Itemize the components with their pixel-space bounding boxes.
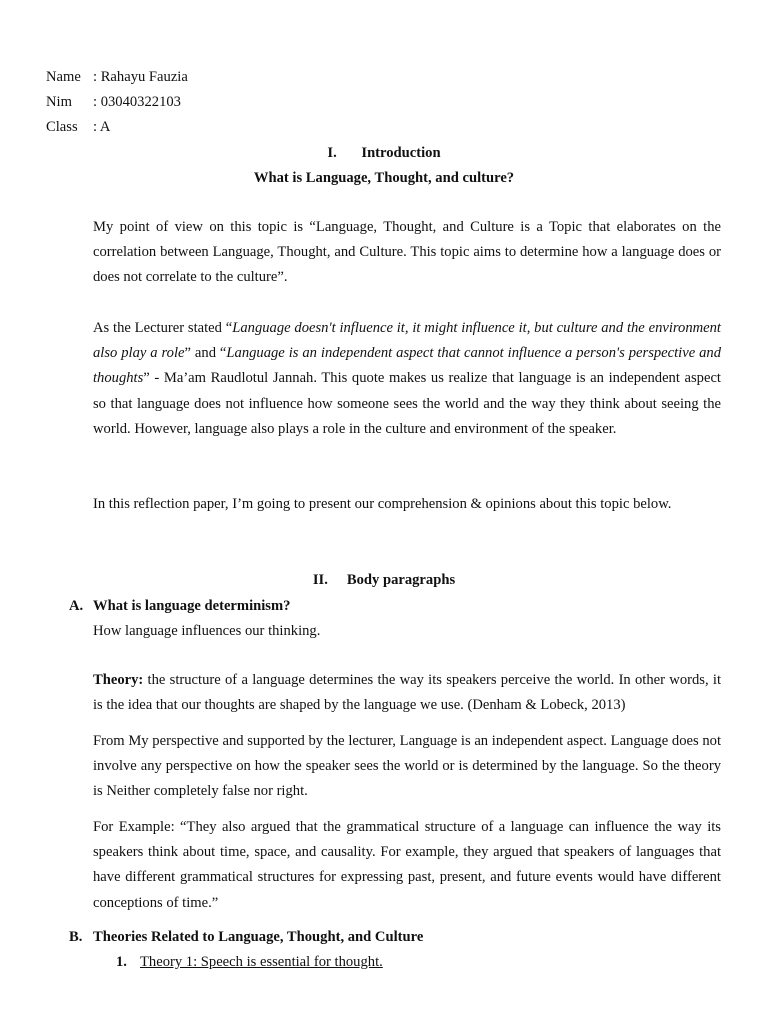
nim-label: Nim <box>46 94 72 110</box>
body-heading <box>0 571 768 589</box>
section-b-letter: B. <box>69 929 83 945</box>
nim-value: : 03040322103 <box>93 94 181 110</box>
theory-paragraph <box>93 668 721 718</box>
p2-quote-2: Language is an independent aspect that cannot influence a person's perspective and thoughts <box>93 345 722 387</box>
section-a-subtitle: How language influences our thinking. <box>93 623 321 639</box>
theory-text: the structure of a language determines the way its speakers perceive the world. In other words, it is the idea that our thoughts are shaped by the language we use. (Denham & Lobeck, 2013) <box>93 672 721 714</box>
intro-heading <box>0 144 768 162</box>
section-a-letter: A. <box>69 598 84 614</box>
section-b-title: Theories Related to Language, Thought, and Culture <box>93 929 424 945</box>
intro-question: What is Language, Thought, and culture? <box>253 170 515 186</box>
class-label: Class <box>46 119 78 135</box>
intro-paragraph-3: In this reflection paper, I’m going to present our comprehension & opinions about this topic below. <box>93 496 672 512</box>
p2-mid: ” and “ <box>184 345 227 362</box>
intro-paragraph-2 <box>93 316 721 442</box>
intro-number: I. <box>327 145 337 161</box>
theory-1-number: 1. <box>116 954 127 970</box>
name-value: : Rahayu Fauzia <box>93 69 188 85</box>
p2-quote-1: Language doesn't influence it, it might influence it, but culture and the environment also play a role <box>93 320 721 362</box>
intro-paragraph-1: My point of view on this topic is “Language, Thought, and Culture is a Topic that elaborates on the correlation between Language, Thought, and Culture. This topic aims to determine how a language does or does not correlate to the culture”. <box>93 219 721 286</box>
intro-heading-text: Introduction <box>361 145 441 161</box>
section-a-title: What is language determinism? <box>93 598 291 614</box>
class-value: : A <box>93 119 111 135</box>
p2-lead: As the Lecturer stated “ <box>93 320 233 336</box>
name-label: Name <box>46 69 81 85</box>
theory-label: Theory: <box>93 672 144 688</box>
theory-1-title: Theory 1: Speech is essential for thought. <box>140 954 383 970</box>
body-heading-text: Body paragraphs <box>346 572 456 588</box>
body-number: II. <box>312 572 328 588</box>
example-paragraph: For Example: “They also argued that the grammatical structure of a language can influence the way its speakers think about time, space, and causality. For example, they argued that speakers of languages that have different grammatical structures for expressing past, present, and future events would have different conceptions of time.” <box>93 819 721 911</box>
perspective-paragraph: From My perspective and supported by the lecturer, Language is an independent aspect. Language does not involve any perspective on how the speaker sees the world or is determined by the language. So the theory is Neither completely false nor right. <box>93 733 721 800</box>
p2-tail: ” - Ma’am Raudlotul Jannah. This quote makes us realize that language is an independent aspect so that language does not influence how someone sees the world and the way they think about seeing the world. However, language also plays a role in the culture and environment of the speaker. <box>93 370 721 437</box>
